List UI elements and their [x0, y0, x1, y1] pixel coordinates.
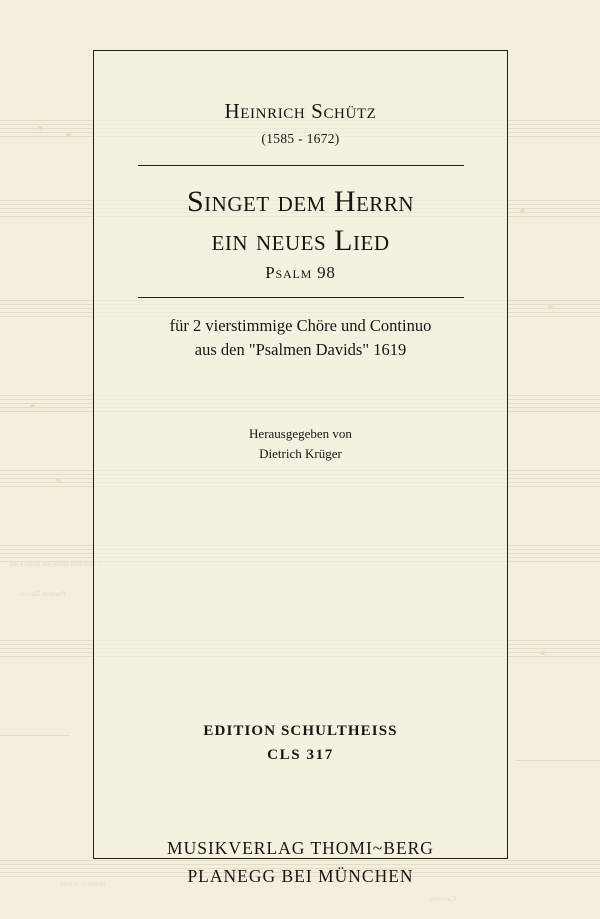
- plate-number: CLS 317: [267, 747, 334, 763]
- bleed-notehead: [38, 126, 43, 130]
- divider-rule-top: [138, 165, 464, 166]
- work-title: [122, 182, 479, 260]
- bleed-notehead: [520, 209, 525, 213]
- editor-credit: [122, 424, 479, 463]
- bleed-notehead: [56, 479, 61, 483]
- bleed-text-fragment: Continuo: [430, 895, 457, 903]
- publisher-city: PLANEGG BEI MÜNCHEN: [187, 866, 414, 886]
- composer-dates: (1585 - 1672): [261, 131, 340, 146]
- editor-name: Dietrich Krüger: [259, 445, 342, 461]
- composer-name: Heinrich Schütz: [224, 99, 377, 123]
- scoring-line-1: für 2 vierstimmige Chöre und Continuo: [169, 316, 432, 336]
- bleed-notehead: [548, 305, 553, 309]
- edition-name: EDITION SCHULTHEISS: [203, 723, 398, 739]
- scoring-description: [122, 314, 479, 362]
- publisher-imprint: [94, 834, 507, 890]
- editor-label: Herausgegeben von: [249, 426, 352, 442]
- bleed-notehead: [30, 404, 35, 408]
- bleed-text-fragment: Heinrich Schütz: [60, 880, 106, 888]
- title-page-border: [93, 50, 508, 886]
- work-subtitle: Psalm 98: [265, 263, 336, 283]
- bleed-notehead: [540, 651, 545, 655]
- title-page-content: [94, 99, 507, 906]
- divider-rule-bottom: [138, 297, 464, 298]
- edition-info: [94, 719, 507, 767]
- bleed-text-fragment: Psalmen Davids: [20, 590, 66, 598]
- bleed-line: [515, 760, 600, 761]
- work-title-line-2: ein neues Lied: [211, 224, 390, 258]
- work-title-line-1: Singet dem Herrn: [186, 185, 414, 219]
- publisher-name: MUSIKVERLAG THOMI~BERG: [167, 838, 434, 858]
- bleed-line: [0, 735, 70, 736]
- bleed-notehead: [66, 133, 71, 137]
- scoring-line-2: aus den "Psalmen Davids" 1619: [194, 340, 407, 360]
- bleed-text-fragment: Singet dem Herrn ein neues Lied: [10, 560, 103, 568]
